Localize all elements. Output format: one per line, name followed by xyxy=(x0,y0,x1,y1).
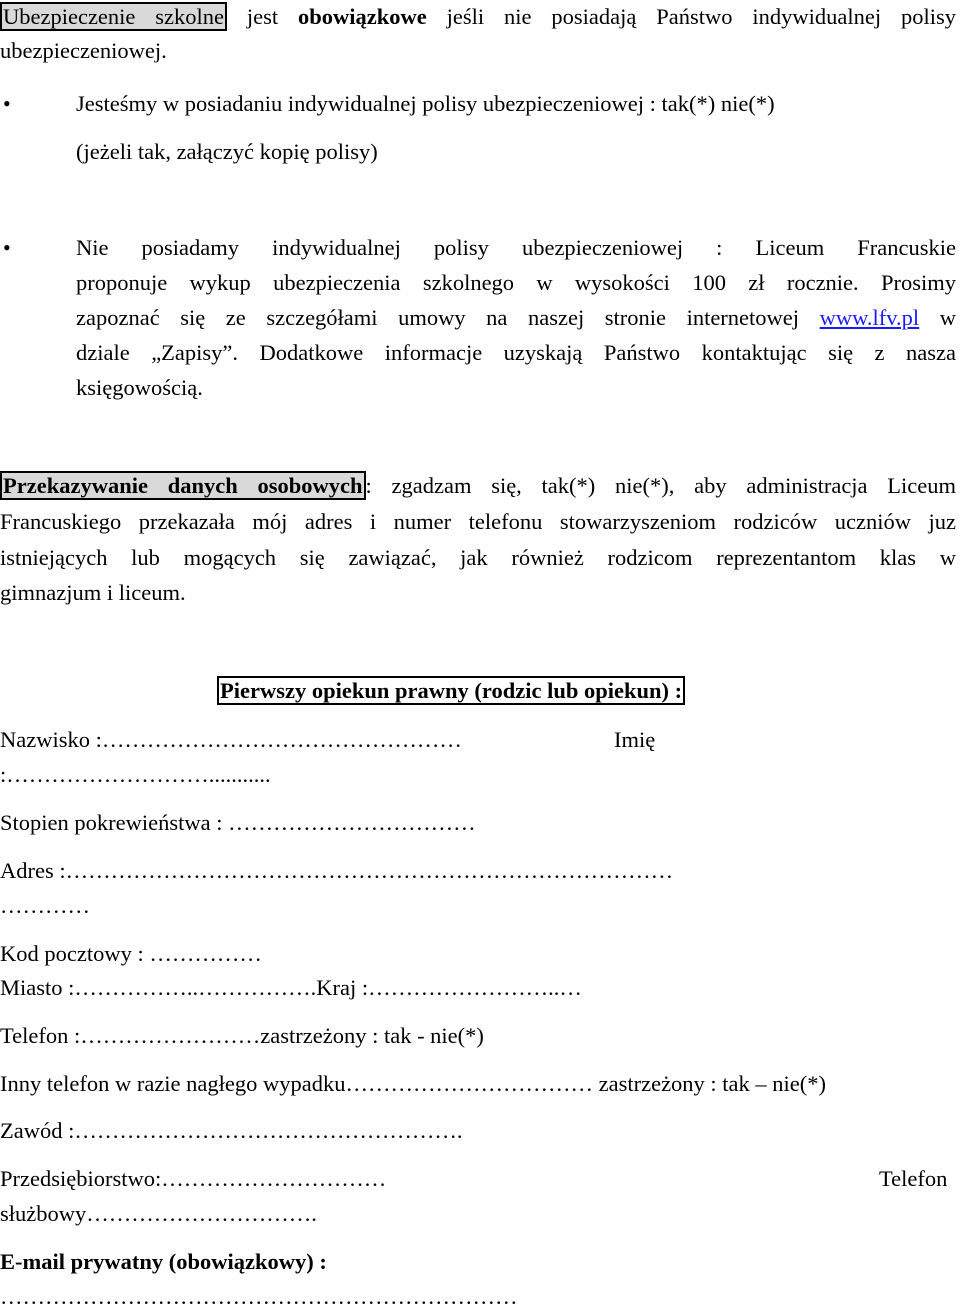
email-label: E-mail prywatny (obowiązkowy) : xyxy=(0,1249,327,1274)
work-phone-label: Telefon xyxy=(879,1166,948,1191)
email-field[interactable]: …………………………………………………………… xyxy=(0,1284,518,1309)
bullet-icon: • xyxy=(3,91,11,116)
data-transfer-line-1: Przekazywanie danych osobowych : zgadzam się, tak(*) nie(*), aby administracja Liceum xyxy=(0,469,956,503)
obligatory-word: obowiązkowe xyxy=(298,4,427,29)
emergency-phone-field[interactable]: Inny telefon w razie nagłego wypadku…………………………… zastrzeżony : tak – nie(*) xyxy=(0,1071,827,1096)
insurance-option-2-line-3: zapoznać się ze szczegółami umowy na naszej stronie internetowej www.lfv.pl w xyxy=(76,305,957,330)
first-name-field[interactable]: :………………………........... xyxy=(0,762,271,787)
insurance-option-2-line-5: księgowością. xyxy=(76,375,203,400)
first-name-label: Imię xyxy=(614,727,656,752)
insurance-option-2-line-1: Nie posiadamy indywidualnej polisy ubezpieczeniowej : Liceum Francuskie xyxy=(76,235,956,260)
address-field-cont[interactable]: ………… xyxy=(0,893,90,918)
guardian-heading: Pierwszy opiekun prawny (rodzic lub opiekun) : xyxy=(217,674,685,708)
profession-field[interactable]: Zawód :……………………………………………. xyxy=(0,1118,463,1143)
data-transfer-line-3: istniejących lub mogących się zawiązać, jak również rodzicom reprezentantom klas w xyxy=(0,545,956,570)
phone-field[interactable]: Telefon :……………………zastrzeżony : tak - nie(*) xyxy=(0,1023,484,1048)
insurance-option-2-line-2: proponuje wykup ubezpieczenia szkolnego w wysokości 100 zł rocznie. Prosimy xyxy=(76,270,956,295)
insurance-heading: Ubezpieczenie szkolne xyxy=(0,2,227,31)
data-transfer-heading: Przekazywanie danych osobowych xyxy=(0,471,366,500)
surname-field[interactable]: Nazwisko :………………………………………… xyxy=(0,727,462,752)
company-field[interactable]: Przedsiębiorstwo:………………………… xyxy=(0,1166,387,1191)
address-field[interactable]: Adres :……………………………………………………………………… xyxy=(0,858,674,883)
data-transfer-line-2: Francuskiego przekazała mój adres i numer telefonu stowarzyszeniom rodziców uczniów juz xyxy=(0,509,956,534)
postcode-field[interactable]: Kod pocztowy : …………… xyxy=(0,941,262,966)
data-transfer-line-4: gimnazjum i liceum. xyxy=(0,580,186,605)
city-country-field[interactable]: Miasto :……………..…………….Kraj :……………………..… xyxy=(0,975,582,1000)
insurance-option-1-note: (jeżeli tak, załączyć kopię polisy) xyxy=(76,139,378,164)
bullet-icon: • xyxy=(3,235,11,260)
insurance-option-1: Jesteśmy w posiadaniu indywidualnej polisy ubezpieczeniowej : tak(*) nie(*) xyxy=(76,91,775,116)
insurance-intro-line-1: Ubezpieczenie szkolne jest obowiązkowe jeśli nie posiadają Państwo indywidualnej polisy xyxy=(0,0,956,34)
relation-field[interactable]: Stopien pokrewieństwa : …………………………… xyxy=(0,810,476,835)
insurance-option-2-line-4: dziale „Zapisy”. Dodatkowe informacje uzyskają Państwo kontaktując się z nasza xyxy=(76,340,956,365)
insurance-intro-line-2: ubezpieczeniowej. xyxy=(0,38,167,63)
website-link[interactable]: www.lfv.pl xyxy=(819,305,920,330)
work-phone-field[interactable]: służbowy…………………………. xyxy=(0,1201,317,1226)
